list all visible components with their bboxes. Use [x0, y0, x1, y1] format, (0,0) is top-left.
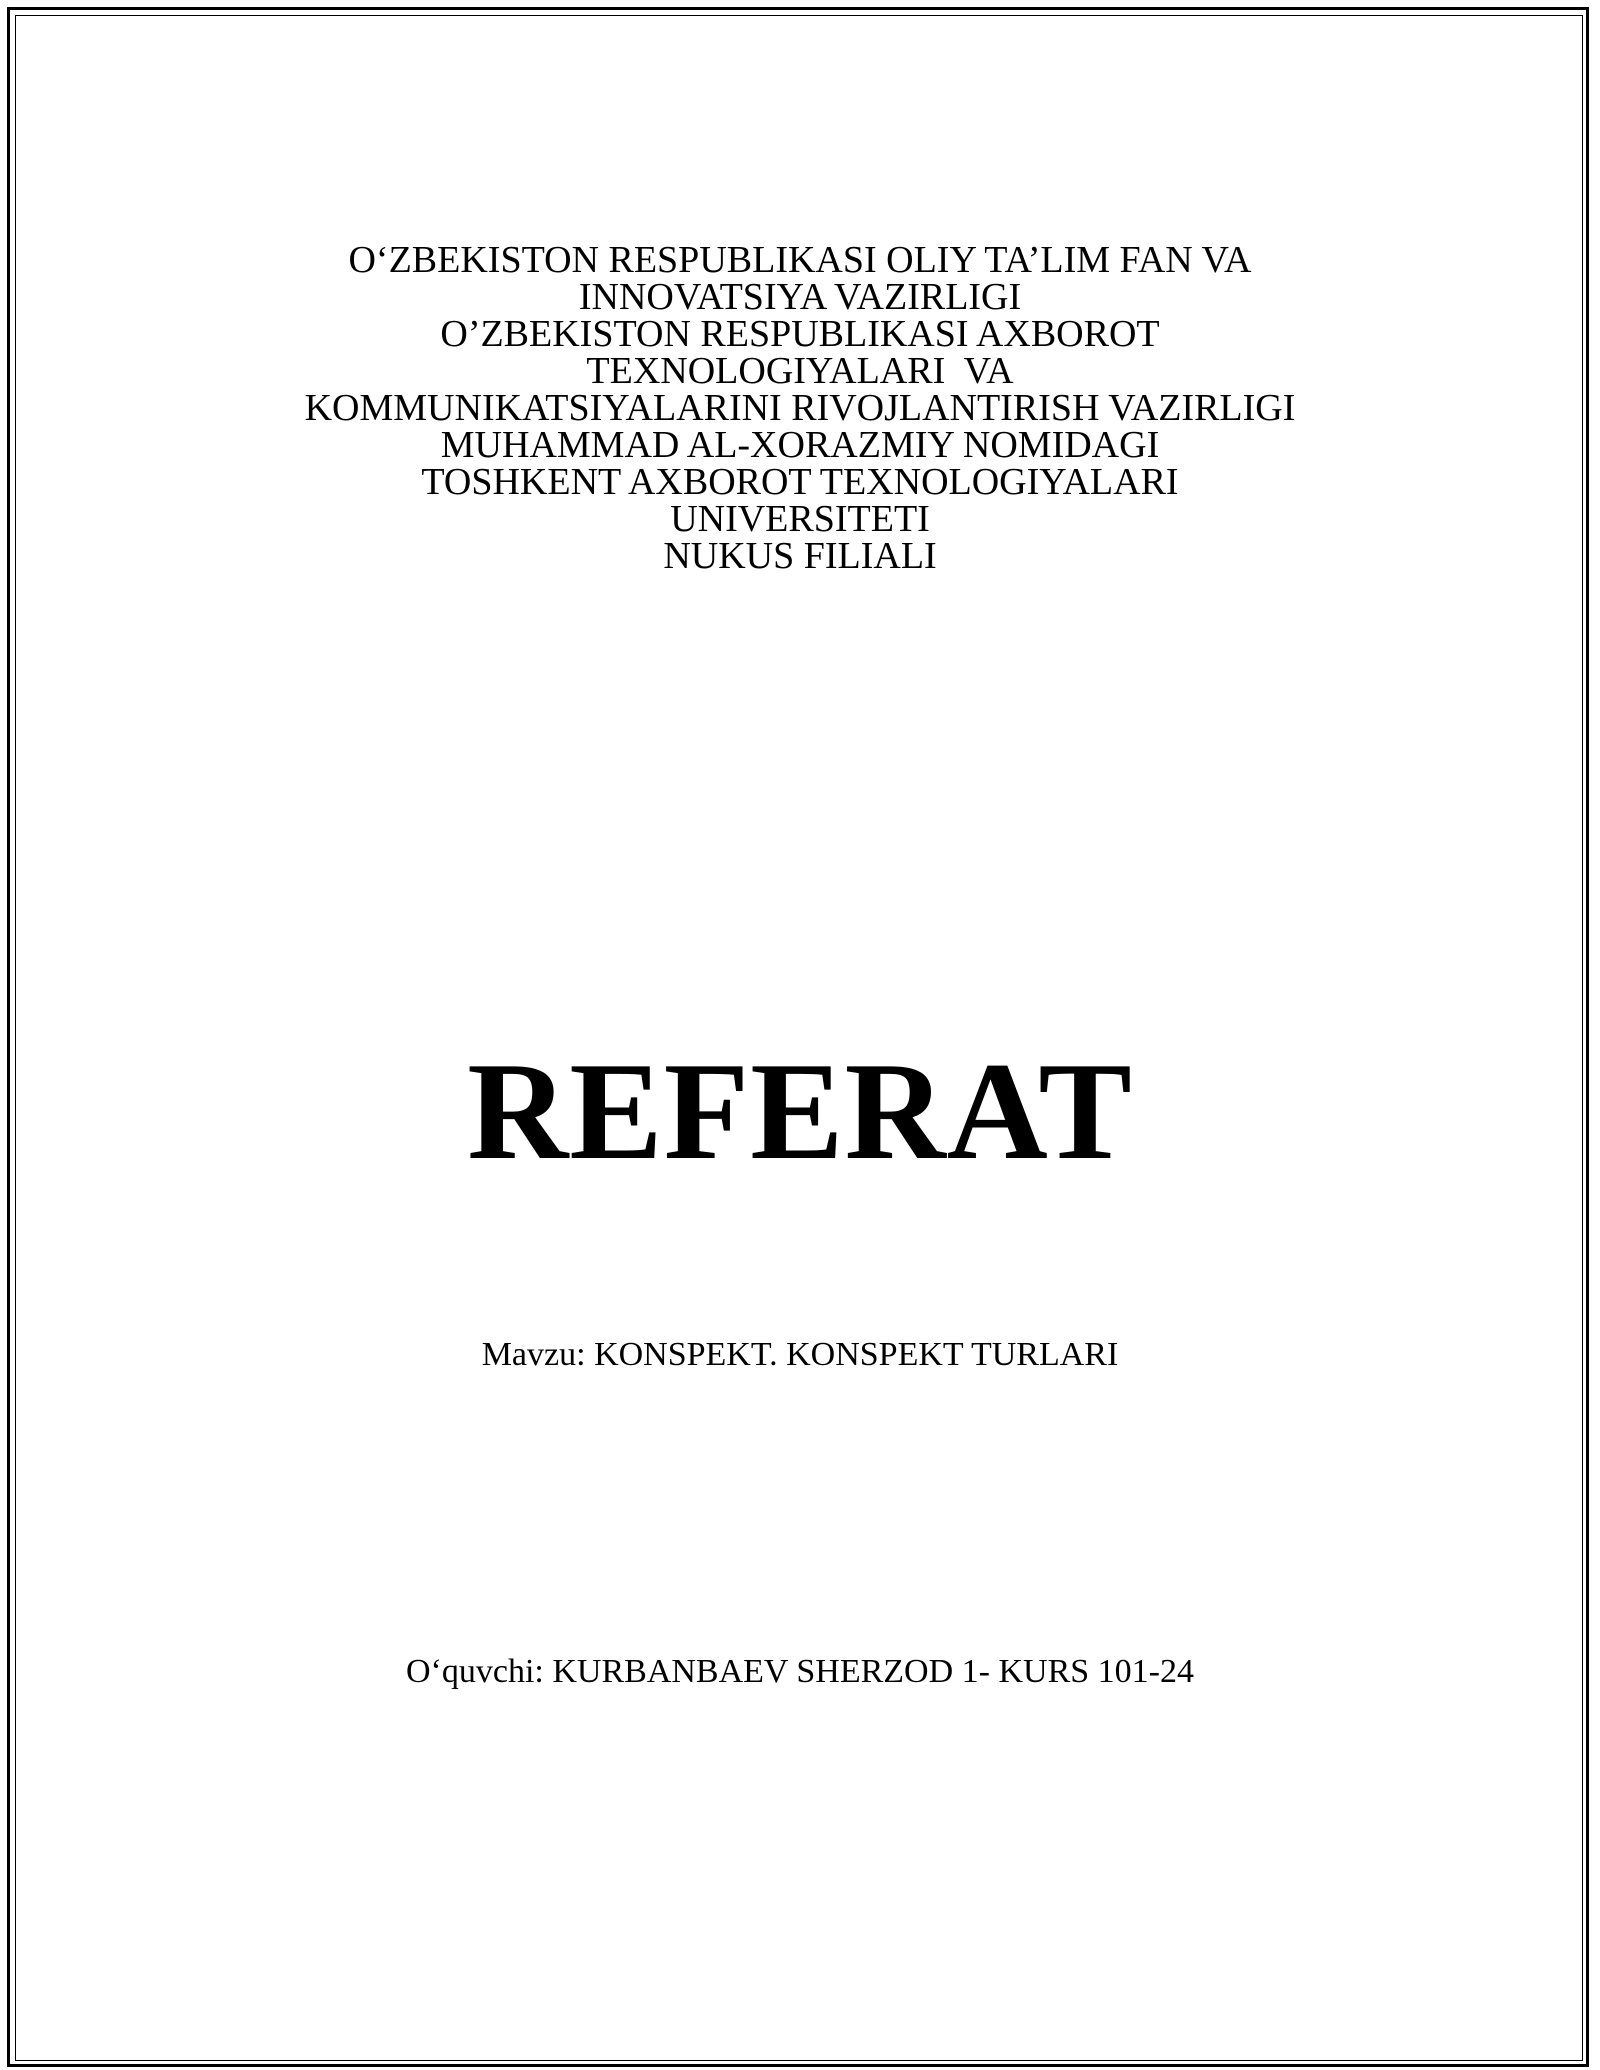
header-line: KOMMUNIKATSIYALARINI RIVOJLANTIRISH VAZIRLIGI: [304, 387, 1296, 429]
header-line: NUKUS FILIALI: [663, 535, 937, 577]
header-line: O’ZBEKISTON RESPUBLIKASI AXBOROT: [440, 313, 1160, 355]
header-line: MUHAMMAD AL-XORAZMIY NOMIDAGI: [440, 424, 1160, 466]
institution-header: [0, 239, 1600, 577]
header-line: TEXNOLOGIYALARI VA: [586, 350, 1014, 392]
header-line: O‘ZBEKISTON RESPUBLIKASI OLIY TA’LIM FAN VA: [348, 239, 1252, 281]
document-title: REFERAT: [467, 1034, 1133, 1189]
header-line: INNOVATSIYA VAZIRLIGI: [578, 276, 1022, 318]
header-line: TOSHKENT AXBOROT TEXNOLOGIYALARI: [421, 461, 1179, 503]
header-line: UNIVERSITETI: [670, 498, 930, 540]
topic-line: Mavzu: KONSPEKT. KONSPEKT TURLARI: [481, 1336, 1119, 1373]
student-line: O‘quvchi: KURBANBAEV SHERZOD 1- KURS 101-24: [406, 1653, 1194, 1690]
